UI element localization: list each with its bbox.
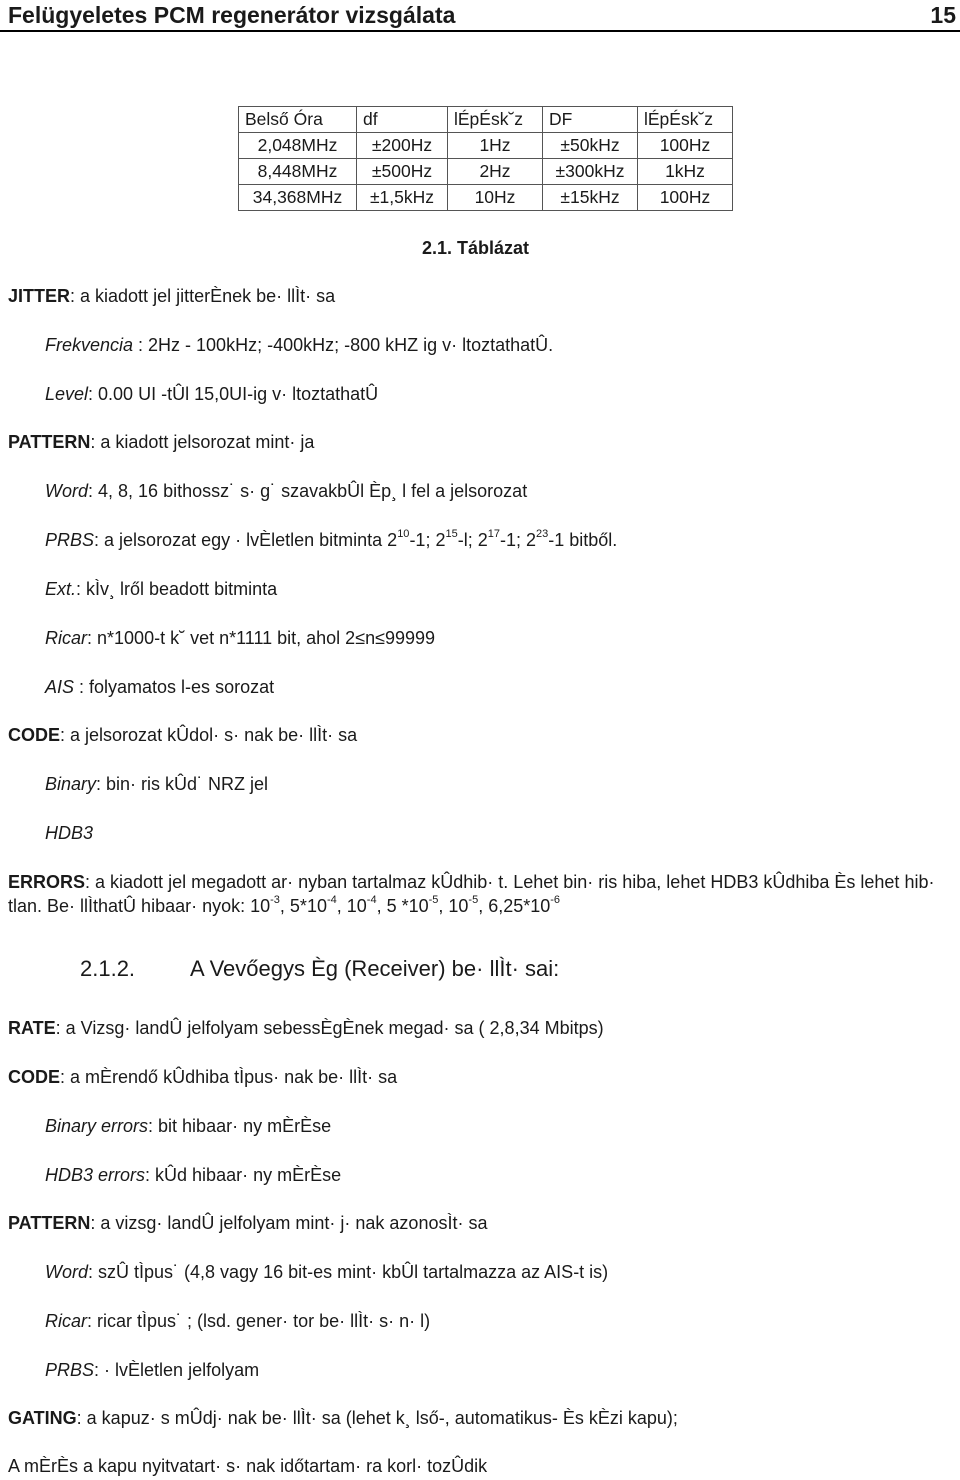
ais-line xyxy=(45,676,274,698)
table-cell: 8,448MHz xyxy=(239,159,357,185)
exponent: -5 xyxy=(468,894,479,906)
page-header xyxy=(0,0,960,32)
frequency-text: : 2Hz - 100kHz; -400kHz; -800 kHZ ig v· ltoztathatÛ. xyxy=(133,335,554,355)
errors-text: , 10 xyxy=(438,896,469,916)
ext-text: : kÌv¸ lről beadott bitminta xyxy=(76,579,278,599)
frequency-line xyxy=(45,334,553,356)
word-key: Word xyxy=(45,481,89,501)
ext-key: Ext. xyxy=(45,579,77,599)
pattern2-key: PATTERN xyxy=(8,1213,91,1233)
binary-errors-text: : bit hibaar· ny mÈrÈse xyxy=(148,1116,332,1136)
section-number: 2.1.2. xyxy=(80,956,136,981)
pattern-text: : a kiadott jelsorozat mint· ja xyxy=(90,432,315,452)
binary-text: : bin· ris kÛd˙ NRZ jel xyxy=(96,774,269,794)
gating-line xyxy=(8,1407,678,1429)
exponent: 17 xyxy=(487,528,500,540)
binary-errors-key: Binary errors xyxy=(45,1116,149,1136)
table-header-row xyxy=(239,107,733,133)
table-cell: ±50kHz xyxy=(543,133,638,159)
binary-line xyxy=(45,773,268,795)
exponent: 15 xyxy=(445,528,458,540)
table-header-cell: Belső Óra xyxy=(239,107,357,133)
hdb3-errors-text: : kÛd hibaar· ny mÈrÈse xyxy=(145,1165,342,1185)
prbs-text: -1; 2 xyxy=(409,530,446,550)
rate-line xyxy=(8,1017,604,1039)
table-cell: 1Hz xyxy=(448,133,543,159)
prbs2-line xyxy=(45,1359,259,1381)
exponent: 10 xyxy=(397,528,410,540)
hdb3-key: HDB3 xyxy=(45,823,94,843)
binary-errors-line xyxy=(45,1115,331,1137)
errors-key: ERRORS xyxy=(8,872,86,892)
word2-key: Word xyxy=(45,1262,89,1282)
level-line xyxy=(45,383,378,405)
ext-line xyxy=(45,578,277,600)
table-caption: 2.1. Táblázat xyxy=(422,238,530,258)
word2-line xyxy=(45,1261,608,1283)
errors-text: , 5 *10 xyxy=(376,896,429,916)
table-cell: 1kHz xyxy=(638,159,733,185)
ricar2-text: : ricar tÌpus˙ ; (lsd. gener· tor be· llÌt· s· n· l) xyxy=(87,1311,431,1331)
code-key: CODE xyxy=(8,725,61,745)
word-line xyxy=(45,480,527,502)
exponent: -4 xyxy=(326,894,337,906)
table-cell: 34,368MHz xyxy=(239,185,357,211)
pattern-line xyxy=(8,431,314,453)
table-cell: ±1,5kHz xyxy=(357,185,448,211)
table-row xyxy=(239,185,733,211)
table-row xyxy=(239,159,733,185)
table-header-cell: lÉpÉsk˘z xyxy=(448,107,543,133)
frequency-key: Frekvencia xyxy=(45,335,134,355)
exponent: 23 xyxy=(536,528,549,540)
prbs-text: -1; 2 xyxy=(499,530,537,550)
exponent: -5 xyxy=(428,894,439,906)
binary-key: Binary xyxy=(45,774,97,794)
gate-duration-line: A mÈrÈs a kapu nyitvatart· s· nak időtartam· ra korl· tozÛdik xyxy=(8,1456,488,1476)
rate-key: RATE xyxy=(8,1018,56,1038)
jitter-key: JITTER xyxy=(8,286,71,306)
ricar2-line xyxy=(45,1310,430,1332)
table-header-cell: lÉpÉsk˘z xyxy=(638,107,733,133)
errors-text: : a kiadott jel megadott ar· nyban tartalmaz kÛdhib· t. Lehet bin· ris hiba, lehet HDB3 kÛdhiba Ès lehet hib· tlan. Be· llÌthatÛ hibaar· nyok: 10 xyxy=(8,872,935,916)
level-text: : 0.00 UI -tÛl 15,0UI-ig v· ltoztathatÛ xyxy=(88,384,379,404)
code-text: : a jelsorozat kÛdol· s· nak be· llÌt· sa xyxy=(60,725,358,745)
table-cell: 100Hz xyxy=(638,185,733,211)
errors-text: , 6,25*10 xyxy=(478,896,551,916)
table-cell: 2Hz xyxy=(448,159,543,185)
gating-key: GATING xyxy=(8,1408,77,1428)
section-title: A Vevőegys Èg (Receiver) be· llÌt· sai: xyxy=(190,956,560,981)
jitter-line xyxy=(8,285,335,307)
errors-text: , 10 xyxy=(336,896,367,916)
hdb3-errors-line xyxy=(45,1164,341,1186)
table-cell: ±15kHz xyxy=(543,185,638,211)
prbs2-key: PRBS xyxy=(45,1360,95,1380)
page-title: Felügyeletes PCM regenerátor vizsgálata xyxy=(8,2,456,28)
prbs-text: : a jelsorozat egy · lvÈletlen bitminta 2 xyxy=(94,530,398,550)
frequency-table xyxy=(238,106,733,211)
exponent: -4 xyxy=(366,894,377,906)
table-cell: ±500Hz xyxy=(357,159,448,185)
table-cell: 2,048MHz xyxy=(239,133,357,159)
code2-text: : a mÈrendő kÛdhiba tÌpus· nak be· llÌt· sa xyxy=(60,1067,398,1087)
table-cell: ±300kHz xyxy=(543,159,638,185)
hdb3-errors-key: HDB3 errors xyxy=(45,1165,146,1185)
section-heading xyxy=(80,956,559,982)
ricar-key: Ricar xyxy=(45,628,88,648)
gating-text: : a kapuz· s mÛdj· nak be· llÌt· sa (lehet k¸ lső-, automatikus- Ès kÈzi kapu); xyxy=(76,1408,678,1428)
code-line xyxy=(8,724,357,746)
code2-key: CODE xyxy=(8,1067,61,1087)
table-cell: 100Hz xyxy=(638,133,733,159)
exponent: -3 xyxy=(270,894,280,906)
table-cell: ±200Hz xyxy=(357,133,448,159)
table-row xyxy=(239,133,733,159)
ricar-text: : n*1000-t k˘ vet n*1111 bit, ahol 2≤n≤99999 xyxy=(87,628,436,648)
ais-key: AIS xyxy=(45,677,75,697)
code2-line xyxy=(8,1066,397,1088)
errors-paragraph xyxy=(8,870,958,918)
ais-text: : folyamatos l-es sorozat xyxy=(74,677,275,697)
word-text: : 4, 8, 16 bithossz˙ s· g˙ szavakbÛl Èp¸ l fel a jelsorozat xyxy=(88,481,528,501)
pattern-key: PATTERN xyxy=(8,432,91,452)
errors-text: , 5*10 xyxy=(279,896,327,916)
level-key: Level xyxy=(45,384,89,404)
word2-text: : szÛ tÌpus˙ (4,8 vagy 16 bit-es mint· kbÛl tartalmazza az AIS-t is) xyxy=(88,1262,609,1282)
pattern2-line xyxy=(8,1212,487,1234)
exponent: -6 xyxy=(550,894,561,906)
prbs-line xyxy=(45,529,617,551)
prbs-text: -1 bitből. xyxy=(548,530,618,550)
prbs-text: -l; 2 xyxy=(457,530,488,550)
ricar2-key: Ricar xyxy=(45,1311,88,1331)
prbs-key: PRBS xyxy=(45,530,95,550)
ricar-line xyxy=(45,627,435,649)
hdb3-line xyxy=(45,822,93,844)
jitter-text: : a kiadott jel jitterÈnek be· llÌt· sa xyxy=(70,286,336,306)
table-header-cell: DF xyxy=(543,107,638,133)
prbs2-text: : · lvÈletlen jelfolyam xyxy=(94,1360,260,1380)
pattern2-text: : a vizsg· landÛ jelfolyam mint· j· nak azonosÌt· sa xyxy=(90,1213,488,1233)
table-header-cell: df xyxy=(357,107,448,133)
page-number: 15 xyxy=(930,2,956,28)
rate-text: : a Vizsg· landÛ jelfolyam sebessÈgÈnek megad· sa ( 2,8,34 Mbitps) xyxy=(55,1018,604,1038)
table-cell: 10Hz xyxy=(448,185,543,211)
